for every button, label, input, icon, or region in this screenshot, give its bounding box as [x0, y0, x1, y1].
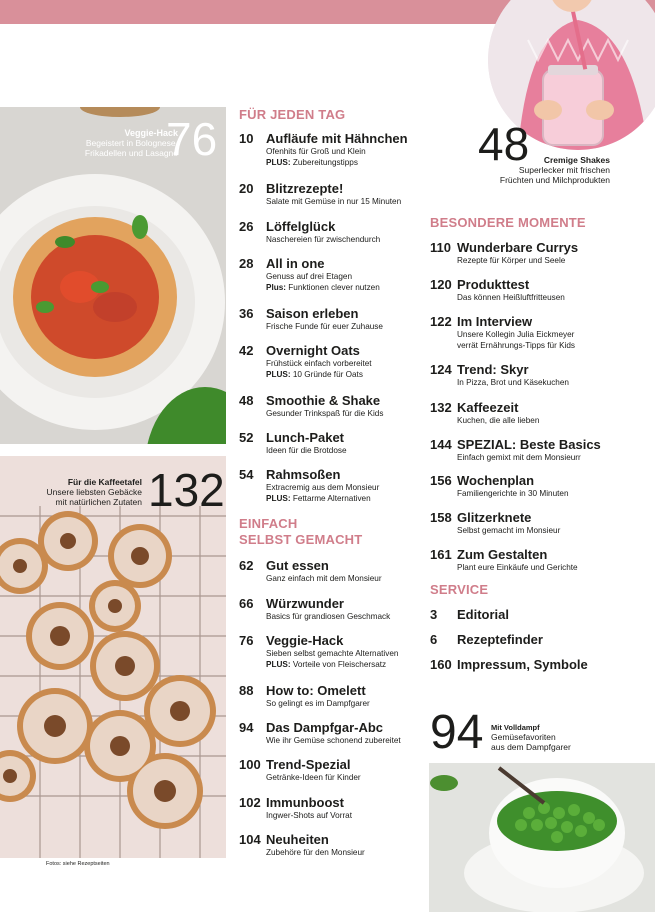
toc-entry-page: 94	[239, 720, 254, 735]
toc-entry[interactable]	[430, 362, 640, 388]
toc-entry[interactable]	[239, 181, 449, 207]
toc-entry[interactable]	[239, 430, 449, 456]
toc-entry-page: 122	[430, 314, 452, 329]
toc-entry-page: 10	[239, 131, 254, 146]
toc-entry[interactable]	[430, 277, 640, 303]
toc-entry-subtitle: Sieben selbst gemachte Alternativen	[266, 649, 399, 658]
toc-entry-title: Blitzrezepte!	[266, 181, 344, 196]
toc-entry-title: Lunch-Paket	[266, 430, 345, 445]
toc-entry[interactable]	[430, 607, 640, 622]
toc-entry[interactable]	[239, 633, 449, 670]
toc-entry[interactable]	[239, 720, 449, 746]
toc-entry[interactable]	[430, 473, 640, 499]
toc-entry-page: 132	[430, 400, 452, 415]
section-fuer-jeden-tag: FÜR JEDEN TAG	[239, 107, 346, 122]
toc-entry-subtitle: Familiengerichte in 30 Minuten	[457, 489, 569, 498]
shakes-page-number: 48	[478, 118, 530, 170]
toc-entry[interactable]	[430, 657, 640, 672]
toc-entry[interactable]	[239, 558, 449, 584]
shakes-teaser	[470, 155, 610, 185]
toc-entry-subtitle: Basics für grandiosen Geschmack	[266, 612, 391, 621]
shakes-teaser-title: Cremige Shakes	[543, 155, 610, 165]
toc-entry[interactable]	[430, 437, 640, 463]
toc-entry[interactable]	[430, 547, 640, 573]
toc-entry-title: Overnight Oats	[266, 343, 360, 358]
toc-entry-title: Zum Gestalten	[457, 547, 548, 562]
toc-entry-title: All in one	[266, 256, 325, 271]
plus-label: PLUS:	[266, 660, 293, 669]
toc-entry-page: 36	[239, 306, 254, 321]
toc-entry[interactable]	[239, 306, 449, 332]
toc-entry[interactable]	[239, 256, 449, 293]
toc-entry-page: 161	[430, 547, 452, 562]
toc-entry-page: 28	[239, 256, 254, 271]
veggie-teaser-line1: Begeistert in Bolognese,	[85, 138, 178, 148]
toc-entry-page: 160	[430, 657, 452, 672]
toc-entry[interactable]	[239, 683, 449, 709]
section-einfach	[239, 516, 362, 548]
toc-entry-title: Rezeptefinder	[457, 632, 543, 647]
section-besondere-momente: BESONDERE MOMENTE	[430, 215, 586, 230]
toc-entry-title: SPEZIAL: Beste Basics	[457, 437, 601, 452]
section-einfach-line1: EINFACH	[239, 516, 298, 531]
toc-entry-subtitle: Unsere Kollegin Julia Eickmeyer	[457, 330, 575, 339]
dampf-teaser-title: Mit Volldampf	[491, 723, 540, 732]
dampf-page-number: 94	[430, 706, 484, 759]
toc-entry-subtitle: Frühstück einfach vorbereitet	[266, 359, 372, 368]
toc-entry-title: Kaffeezeit	[457, 400, 519, 415]
peas-photo	[429, 763, 655, 912]
toc-entry-plus	[266, 282, 449, 293]
toc-entry-page: 42	[239, 343, 254, 358]
shakes-teaser-line2: Früchten und Milchprodukten	[499, 175, 610, 185]
toc-entry-subtitle: Salate mit Gemüse in nur 15 Minuten	[266, 197, 402, 206]
toc-entry-page: 158	[430, 510, 452, 525]
toc-entry-subtitle: Ingwer-Shots auf Vorrat	[266, 811, 353, 820]
toc-entry-title: Neuheiten	[266, 832, 329, 847]
toc-entry-subtitle: Ofenhits für Groß und Klein	[266, 147, 366, 156]
toc-entry-page: 104	[239, 832, 261, 847]
toc-entry-page: 20	[239, 181, 254, 196]
plus-text: Vorteile von Fleischersatz	[292, 660, 387, 669]
toc-entry-subtitle: Kuchen, die alle lieben	[457, 416, 540, 425]
plus-text: Fettarme Alternativen	[292, 494, 371, 503]
toc-entry-page: 102	[239, 795, 261, 810]
toc-entry-subtitle: Einfach gemixt mit dem Monsieurr	[457, 453, 581, 462]
toc-entry-subtitle: Rezepte für Körper und Seele	[457, 256, 566, 265]
toc-entry-title: Das Dampfgar-Abc	[266, 720, 384, 735]
toc-entry-title: Smoothie & Shake	[266, 393, 381, 408]
toc-entry[interactable]	[239, 393, 449, 419]
toc-entry-page: 26	[239, 219, 254, 234]
plus-label: PLUS:	[266, 370, 293, 379]
toc-entry-title: Immunboost	[266, 795, 344, 810]
toc-entry-page: 48	[239, 393, 254, 408]
kaffee-teaser-title: Für die Kaffeetafel	[67, 477, 142, 487]
toc-entry-subtitle: Plant eure Einkäufe und Gerichte	[457, 563, 578, 572]
kaffee-page-number: 132	[148, 464, 225, 516]
toc-entry-title: Trend: Skyr	[457, 362, 529, 377]
toc-entry-subtitle: Das können Heißluftfritteusen	[457, 293, 565, 302]
toc-entry[interactable]	[430, 314, 640, 351]
toc-entry[interactable]	[239, 757, 449, 783]
toc-entry-page: 120	[430, 277, 452, 292]
toc-entry-subtitle: Frische Funde für euer Zuhause	[266, 322, 383, 331]
toc-entry-page: 76	[239, 633, 254, 648]
toc-entry-subtitle: Extracremig aus dem Monsieur	[266, 483, 380, 492]
toc-entry-subtitle: Zubehöre für den Monsieur	[266, 848, 365, 857]
toc-entry-title: Editorial	[457, 607, 510, 622]
section-einfach-line2: SELBST GEMACHT	[239, 532, 363, 547]
toc-entry-page: 144	[430, 437, 452, 452]
toc-entry-subtitle: Ganz einfach mit dem Monsieur	[266, 574, 382, 583]
kaffee-teaser	[30, 477, 142, 507]
toc-entry-plus	[266, 369, 449, 380]
dampf-teaser	[491, 723, 571, 752]
plus-text: Funktionen clever nutzen	[288, 283, 380, 292]
toc-entry[interactable]	[430, 632, 640, 647]
toc-entry-page: 3	[430, 607, 438, 622]
toc-entry-title: Löffelglück	[266, 219, 336, 234]
toc-entry[interactable]	[239, 219, 449, 245]
toc-entry-page: 62	[239, 558, 254, 573]
toc-entry-subtitle: In Pizza, Brot und Käsekuchen	[457, 378, 569, 387]
toc-entry-page: 110	[430, 240, 451, 255]
plus-label: Plus:	[266, 283, 289, 292]
toc-entry-title: Aufläufe mit Hähnchen	[266, 131, 408, 146]
toc-entry-title: How to: Omelett	[266, 683, 366, 698]
veggie-teaser	[28, 128, 178, 158]
toc-entry-title: Wochenplan	[457, 473, 535, 488]
toc-entry[interactable]	[239, 467, 449, 504]
toc-entry-title: Saison erleben	[266, 306, 359, 321]
toc-entry-plus	[266, 157, 449, 168]
toc-entry-subtitle: Gesunder Trinkspaß für die Kids	[266, 409, 384, 418]
veggie-teaser-title: Veggie-Hack	[124, 128, 178, 138]
toc-entry[interactable]	[430, 240, 640, 266]
toc-entry[interactable]	[239, 795, 449, 821]
toc-entry-plus	[266, 659, 449, 670]
dampf-teaser-line2: aus dem Dampfgarer	[491, 742, 571, 752]
toc-entry-page: 54	[239, 467, 254, 482]
toc-entry-subtitle: verrät Ernährungs-Tipps für Kids	[457, 341, 576, 350]
toc-entry-subtitle: Ideen für die Brotdose	[266, 446, 347, 455]
plus-text: Zubereitungstipps	[292, 158, 358, 167]
toc-entry-page: 6	[430, 632, 438, 647]
toc-entry-subtitle: So gelingt es im Dampfgarer	[266, 699, 370, 708]
plus-label: PLUS:	[266, 494, 293, 503]
toc-entry-page: 100	[239, 757, 261, 772]
toc-entry-page: 52	[239, 430, 254, 445]
veggie-teaser-line2: Frikadellen und Lasagne	[84, 148, 178, 158]
toc-entry-subtitle: Selbst gemacht im Monsieur	[457, 526, 561, 535]
toc-entry-page: 66	[239, 596, 254, 611]
toc-entry[interactable]	[239, 596, 449, 622]
plus-text: 10 Gründe für Oats	[292, 370, 363, 379]
plus-label: PLUS:	[266, 158, 293, 167]
shakes-teaser-line1: Superlecker mit frischen	[518, 165, 610, 175]
kaffee-teaser-line2: mit natürlichen Zutaten	[55, 497, 142, 507]
toc-entry-page: 124	[430, 362, 452, 377]
toc-entry[interactable]	[239, 343, 449, 380]
toc-entry-title: Im Interview	[457, 314, 533, 329]
toc-entry-title: Impressum, Symbole	[457, 657, 588, 672]
toc-entry-subtitle: Genuss auf drei Etagen	[266, 272, 353, 281]
toc-entry-page: 88	[239, 683, 254, 698]
toc-entry-title: Würzwunder	[266, 596, 344, 611]
photo-credit: Fotos: siehe Rezeptseiten	[46, 861, 110, 867]
kaffee-teaser-line1: Unsere liebsten Gebäcke	[46, 487, 142, 497]
toc-entry-plus	[266, 493, 449, 504]
toc-entry-title: Glitzerknete	[457, 510, 532, 525]
toc-entry-title: Veggie-Hack	[266, 633, 344, 648]
toc-entry-title: Trend-Spezial	[266, 757, 351, 772]
veggie-page-number: 76	[166, 113, 218, 165]
toc-entry-title: Rahmsoßen	[266, 467, 341, 482]
toc-entry[interactable]	[239, 832, 449, 858]
toc-entry-title: Wunderbare Currys	[457, 240, 579, 255]
toc-entry-title: Gut essen	[266, 558, 329, 573]
toc-entry-page: 156	[430, 473, 452, 488]
toc-entry-subtitle: Naschereien für zwischendurch	[266, 235, 381, 244]
dampf-teaser-line1: Gemüsefavoriten	[491, 732, 556, 742]
toc-entry[interactable]	[430, 400, 640, 426]
toc-entry[interactable]	[430, 510, 640, 536]
toc-entry[interactable]	[239, 131, 449, 168]
toc-entry-subtitle: Wie ihr Gemüse schonend zubereitet	[266, 736, 401, 745]
section-service: SERVICE	[430, 582, 489, 597]
toc-entry-subtitle: Getränke-Ideen für Kinder	[266, 773, 361, 782]
toc-entry-title: Produkttest	[457, 277, 530, 292]
